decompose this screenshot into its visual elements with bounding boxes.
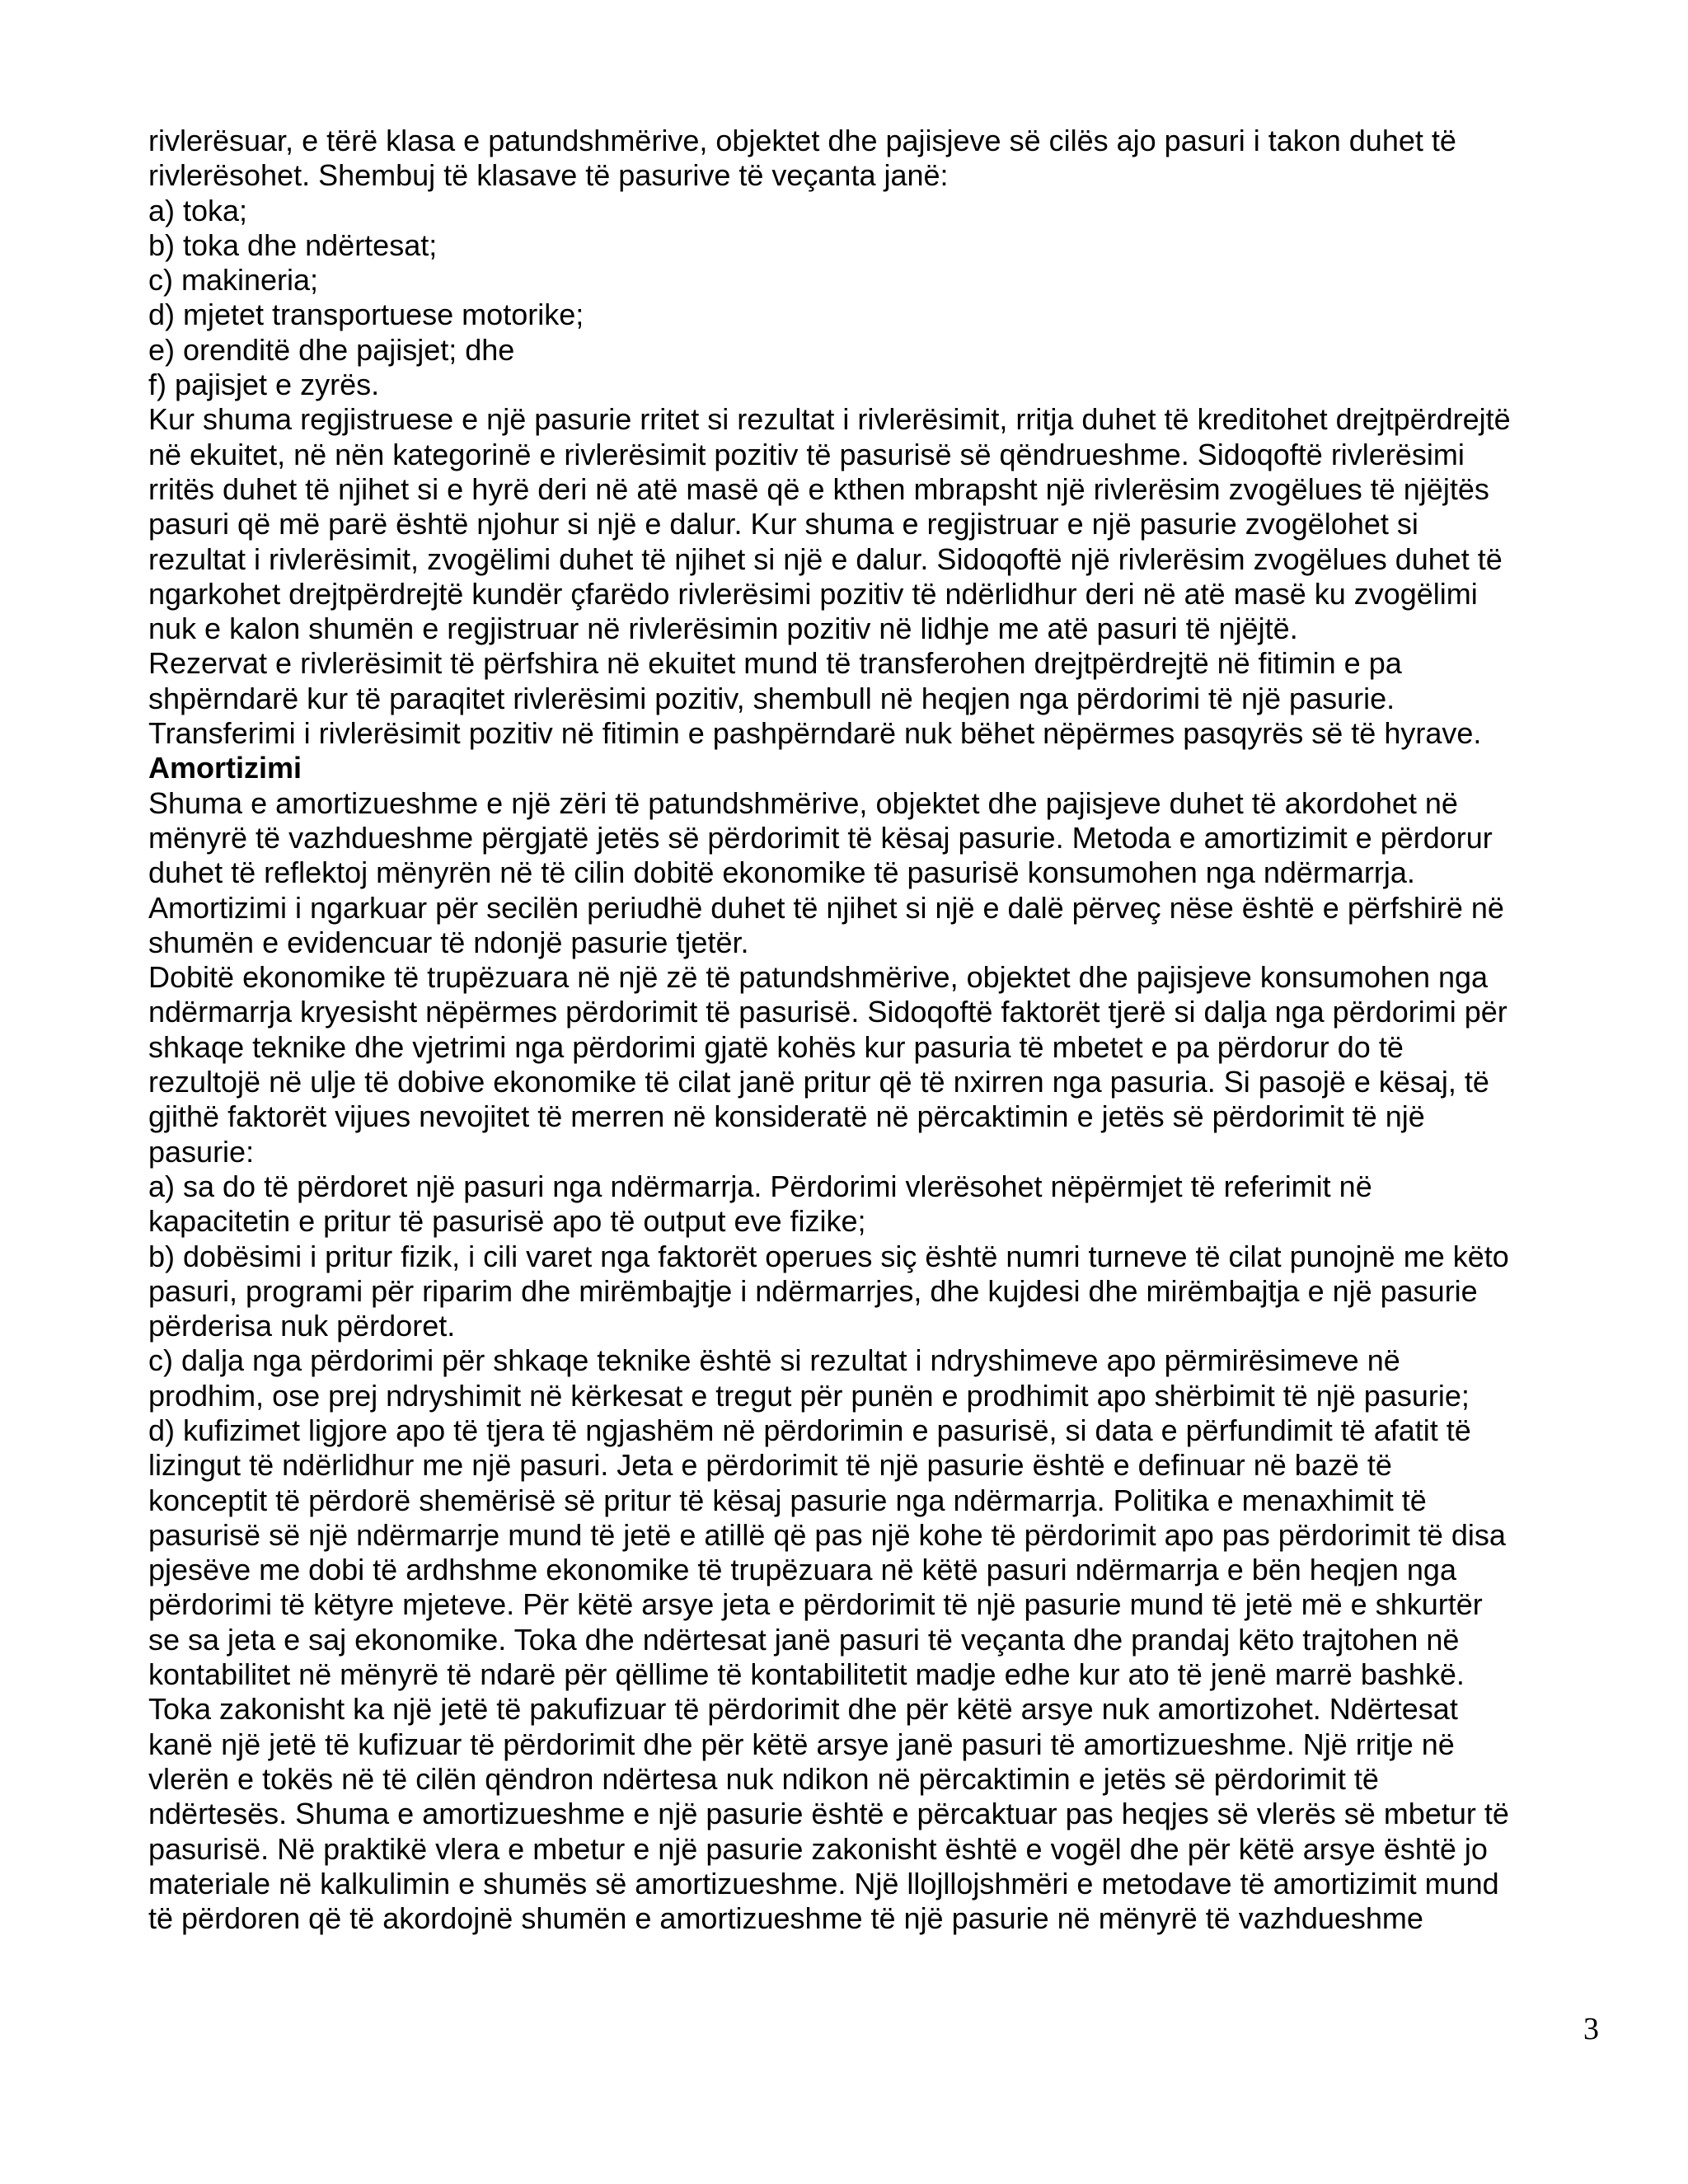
text-line: Amortizimi i ngarkuar për secilën periudhë duhet të njihet si një e dalë përveç nëse është e përfshirë në [148,890,1504,925]
text-line: gjithë faktorët vijues nevojitet të merren në konsideratë në përcaktimin e jetës së përdorimit të një [148,1099,1425,1134]
text-line: a) toka; [148,193,248,227]
text-line: Kur shuma regjistruese e një pasurie rritet si rezultat i rivlerësimit, rritja duhet të kreditohet drejtpërdrejtë [148,402,1511,437]
text-line: duhet të reflektoj mënyrën në të cilin dobitë ekonomike të pasurisë konsumohen nga ndërmarrja. [148,855,1415,890]
text-line: Toka zakonisht ka një jetë të pakufizuar të përdorimit dhe për këtë arsye nuk amortizohet. Ndërtesat [148,1692,1458,1727]
text-line: Dobitë ekonomike të trupëzuara në një zë të patundshmërive, objektet dhe pajisjeve konsumohen nga [148,960,1489,995]
text-line: shpërndarë kur të paraqitet rivlerësimi pozitiv, shembull në heqjen nga përdorimi të një pasurie. [148,681,1395,715]
text-line: mënyrë të vazhdueshme përgjatë jetës së përdorimit të kësaj pasurie. Metoda e amortizimit e përdorur [148,820,1493,855]
text-line: b) toka dhe ndërtesat; [148,227,438,262]
text-line: pasuri që më parë është njohur si një e dalur. Kur shuma e regjistruar e një pasurie zvogëlohet si [148,507,1418,541]
text-line: kontabilitet në mënyrë të ndarë për qëllime të kontabilitetit madje edhe kur ato të jenë marrë bashkë. [148,1657,1465,1692]
text-line: prodhim, ose prej ndryshimit në kërkesat e tregut për punën e prodhimit apo shërbimit të një pasurie; [148,1378,1470,1413]
text-line: pasuri, programi për riparim dhe mirëmbajtje i ndërmarrjes, dhe kujdesi dhe mirëmbajtja e një pasurie [148,1273,1478,1308]
text-line: përderisa nuk përdoret. [148,1309,456,1343]
text-line: rezultat i rivlerësimit, zvogëlimi duhet të njihet si një e dalur. Sidoqoftë një rivlerësim zvogëlues duhet të [148,541,1503,576]
text-line: pjesëve me dobi të ardhshme ekonomike të trupëzuara në këtë pasuri ndërmarrja e bën heqjen nga [148,1553,1456,1587]
text-line: Transferimi i rivlerësimit pozitiv në fitimin e pashpërndarë nuk bëhet nëpërmes pasqyrës së të hyrave. [148,716,1482,751]
text-line: rivlerësohet. Shembuj të klasave të pasurive të veçanta janë: [148,158,949,193]
text-line: pasurisë së një ndërmarrje mund të jetë e atillë që pas një kohe të përdorimit apo pas përdorimit të disa [148,1517,1506,1552]
text-line: nuk e kalon shumën e regjistruar në rivlerësimin pozitiv në lidhje me atë pasuri të njëjtë. [148,612,1298,646]
text-line: kanë një jetë të kufizuar të përdorimit dhe për këtë arsye janë pasuri të amortizueshme. Një rritje në [148,1727,1455,1761]
text-line: në ekuitet, në nën kategorinë e rivlerësimit pozitiv të pasurisë së qëndrueshme. Sidoqoftë rivlerësimi [148,437,1465,471]
section-heading: Amortizimi [148,751,302,785]
text-line: kapacitetin e pritur të pasurisë apo të output eve fizike; [148,1204,866,1239]
page-number: 3 [1583,2012,1599,2046]
text-line: rivlerësuar, e tërë klasa e patundshmërive, objektet dhe pajisjeve së cilës ajo pasuri i takon duhet të [148,124,1456,157]
text-line: Shuma e amortizueshme e një zëri të patundshmërive, objektet dhe pajisjeve duhet të akordohet në [148,785,1458,820]
text-line: d) mjetet transportuese motorike; [148,298,584,332]
text-line: d) kufizimet ligjore apo të tjera të ngjashëm në përdorimin e pasurisë, si data e përfundimit të afatit të [148,1413,1471,1447]
text-line: a) sa do të përdoret një pasuri nga ndërmarrja. Përdorimi vlerësohet nëpërmjet të referimit në [148,1169,1372,1203]
text-line: e) orenditë dhe pajisjet; dhe [148,332,515,367]
text-line: vlerën e tokës në të cilën qëndron ndërtesa nuk ndikon në përcaktimin e jetës së përdorimit të [148,1761,1379,1796]
text-line: c) dalja nga përdorimi për shkaqe teknike është si rezultat i ndryshimeve apo përmirësimeve në [148,1343,1400,1378]
text-line: pasurisë. Në praktikë vlera e mbetur e një pasurie zakonisht është e vogël dhe për këtë arsye është jo [148,1831,1488,1866]
text-line: shumën e evidencuar të ndonjë pasurie tjetër. [148,925,749,959]
text-line: lizingut të ndërlidhur me një pasuri. Jeta e përdorimit të një pasurie është e definuar në bazë të [148,1448,1392,1483]
text-line: materiale në kalkulimin e shumës së amortizueshme. Një llojllojshmëri e metodave të amortizimit mund [148,1866,1499,1900]
text-line: ndërtesës. Shuma e amortizueshme e një pasurie është e përcaktuar pas heqjes së vlerës së mbetur të [148,1797,1509,1831]
text-line: f) pajisjet e zyrës. [148,368,380,402]
text-line: pasurie: [148,1134,255,1169]
text-line: b) dobësimi i pritur fizik, i cili varet nga faktorët operues siç është numri turneve të cilat punojnë me këto [148,1239,1509,1273]
text-line: se sa jeta e saj ekonomike. Toka dhe ndërtesat janë pasuri të veçanta dhe prandaj këto trajtohen në [148,1622,1460,1657]
text-line: c) makineria; [148,263,319,298]
text-line: ndërmarrja kryesisht nëpërmes përdorimit të pasurisë. Sidoqoftë faktorët tjerë si dalja nga përdorimi për [148,995,1507,1029]
text-line: përdorimi të këtyre mjeteve. Për këtë arsye jeta e përdorimit të një pasurie mund të jetë më e shkurtër [148,1587,1483,1622]
text-line: rritës duhet të njihet si e hyrë deri në atë masë që e kthen mbrapsht një rivlerësim zvogëlues të njëjtës [148,471,1489,506]
text-line: rezultojë në ulje të dobive ekonomike të cilat janë pritur që të nxirren nga pasuria. Si pasojë e kësaj, të [148,1065,1489,1099]
body-text [148,124,1599,1936]
text-line: ngarkohet drejtpërdrejtë kundër çfarëdo rivlerësimi pozitiv të ndërlidhur deri në atë masë ku zvogëlimi [148,576,1478,611]
text-line: të përdoren që të akordojnë shumën e amortizueshme të një pasurie në mënyrë të vazhdueshme [148,1901,1423,1936]
text-line: Rezervat e rivlerësimit të përfshira në ekuitet mund të transferohen drejtpërdrejtë në fitimin e pa [148,646,1402,681]
text-line: konceptit të përdorë shemërisë së pritur të kësaj pasurie nga ndërmarrja. Politika e menaxhimit të [148,1483,1427,1517]
text-line: shkaqe teknike dhe vjetrimi nga përdorimi gjatë kohës kur pasuria të mbetet e pa përdorur do të [148,1029,1404,1064]
